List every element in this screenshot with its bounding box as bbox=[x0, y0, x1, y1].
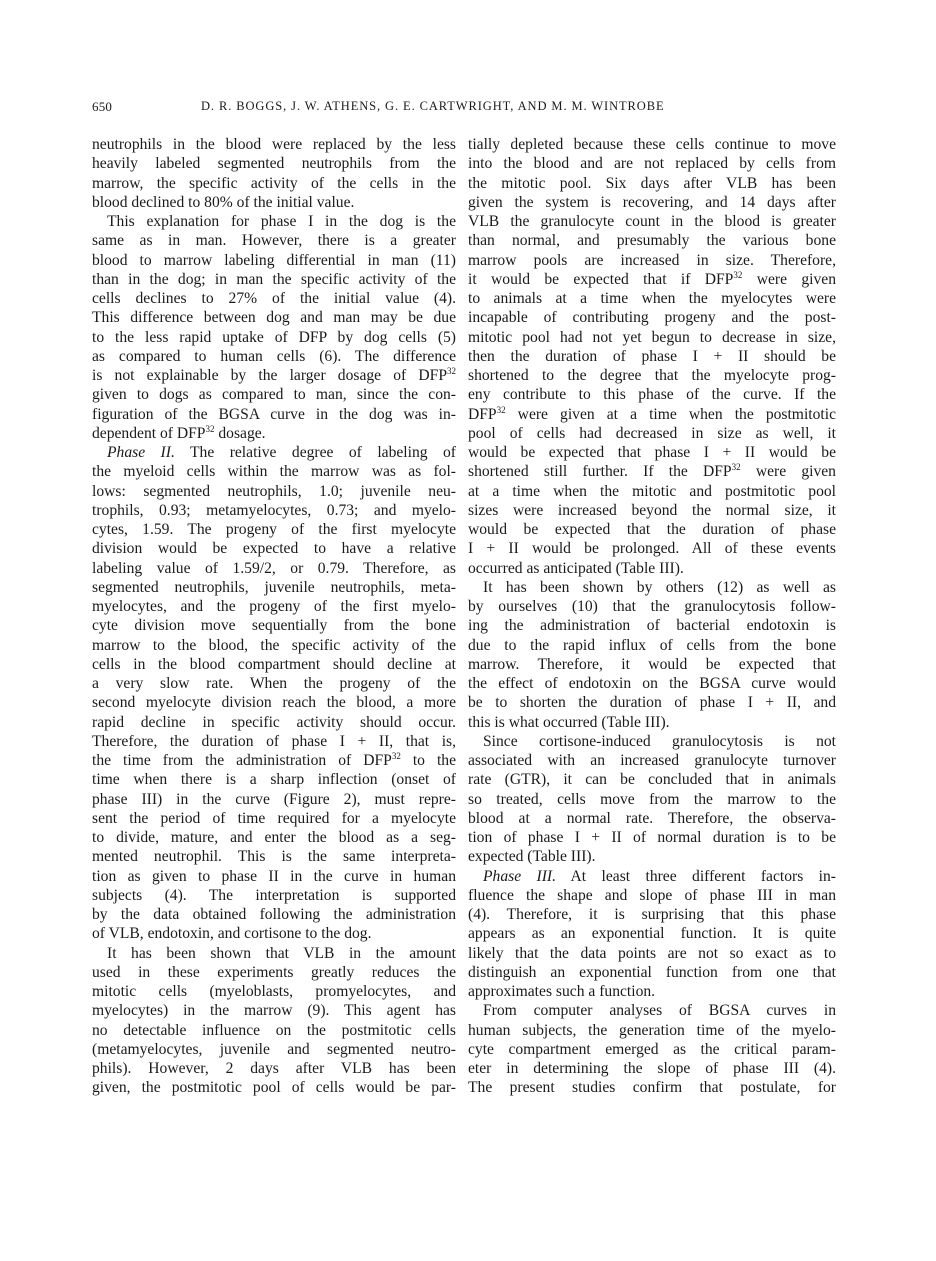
text-line bbox=[92, 424, 456, 443]
text-line bbox=[92, 482, 456, 501]
text-fragment: It has been shown that VLB in the amount bbox=[107, 944, 456, 962]
text-line bbox=[468, 751, 836, 770]
text-fragment: human subjects, the generation time of the myelo- bbox=[468, 1021, 836, 1039]
text-fragment: appears as an exponential function. It is quite bbox=[468, 925, 836, 943]
text-fragment: shortened still further. If the DFP bbox=[468, 463, 732, 481]
text-fragment: mitotic cells (myeloblasts, promyelocytes, and bbox=[92, 983, 456, 1000]
text-line bbox=[92, 770, 456, 789]
text-line bbox=[468, 366, 836, 385]
text-fragment: blood at a normal rate. Therefore, the observa- bbox=[468, 809, 836, 827]
text-fragment: cells declines to 27% of the initial value (4). bbox=[92, 290, 456, 307]
text-line bbox=[92, 1059, 456, 1078]
text-fragment: heavily labeled segmented neutrophils from the bbox=[92, 155, 456, 173]
text-line bbox=[92, 347, 456, 366]
text-line bbox=[92, 539, 456, 558]
text-line bbox=[92, 1001, 456, 1020]
text-fragment: would be expected that the duration of phase bbox=[468, 521, 836, 538]
text-fragment: would be expected that phase I + II would be bbox=[468, 444, 836, 461]
text-fragment: dependent of DFP bbox=[92, 424, 206, 442]
text-fragment: marrow pools are increased in size. Therefore, bbox=[468, 251, 836, 269]
left-column bbox=[92, 135, 456, 1098]
text-line bbox=[92, 1078, 456, 1097]
text-line bbox=[468, 732, 836, 751]
text-line bbox=[468, 1040, 836, 1059]
text-fragment: Therefore, the duration of phase I + II, that is, bbox=[92, 732, 456, 750]
text-fragment: time when there is a sharp inflection (onset of bbox=[92, 771, 456, 789]
text-line bbox=[92, 501, 456, 520]
text-fragment: blood declined to 80% of the initial value. bbox=[92, 193, 355, 211]
text-line bbox=[468, 539, 836, 558]
text-fragment: fluence the shape and slope of phase III in man bbox=[468, 886, 836, 904]
text-fragment: It has been shown by others (12) as well as bbox=[483, 578, 836, 596]
text-line bbox=[468, 462, 836, 481]
text-line bbox=[468, 674, 836, 693]
text-line bbox=[468, 270, 836, 289]
text-line bbox=[468, 501, 836, 520]
text-fragment: phase III) in the curve (Figure 2), must repre- bbox=[92, 790, 456, 808]
text-fragment: rapid decline in specific activity should occur. bbox=[92, 713, 456, 731]
text-line bbox=[92, 751, 456, 770]
text-fragment: tion of phase I + II of normal duration is to be bbox=[468, 829, 836, 846]
text-line bbox=[468, 963, 836, 982]
text-fragment: is not explainable by the larger dosage of DFP bbox=[92, 367, 447, 384]
text-line bbox=[92, 809, 456, 828]
text-line bbox=[468, 405, 836, 424]
text-fragment: DFP bbox=[468, 405, 497, 423]
text-fragment: lows: segmented neutrophils, 1.0; juvenile neu- bbox=[92, 482, 456, 500]
text-fragment: eny contribute to this phase of the curve. If the bbox=[468, 386, 836, 404]
text-line bbox=[468, 251, 836, 270]
text-line bbox=[92, 963, 456, 982]
text-fragment: dosage. bbox=[214, 424, 266, 442]
text-line bbox=[468, 135, 836, 154]
text-line bbox=[92, 366, 456, 385]
text-fragment: into the blood and are not replaced by cells from bbox=[468, 155, 836, 173]
text-line bbox=[468, 790, 836, 809]
text-fragment: then the duration of phase I + II should be bbox=[468, 347, 836, 365]
text-line bbox=[92, 270, 456, 289]
section-heading: Phase II. bbox=[107, 444, 175, 461]
text-line bbox=[468, 770, 836, 789]
text-fragment: incapable of contributing progeny and the post- bbox=[468, 309, 836, 327]
text-fragment: cells in the blood compartment should decline at bbox=[92, 655, 456, 673]
text-line bbox=[468, 847, 836, 866]
text-line bbox=[92, 982, 456, 1001]
text-line bbox=[92, 520, 456, 539]
text-line bbox=[92, 790, 456, 809]
text-fragment: so treated, cells move from the marrow to the bbox=[468, 790, 836, 808]
text-fragment: approximates such a function. bbox=[468, 983, 656, 1000]
text-fragment: trophils, 0.93; metamyelocytes, 0.73; and myelo- bbox=[92, 501, 456, 519]
text-fragment: neutrophils in the blood were replaced by the less bbox=[92, 136, 456, 153]
text-line bbox=[92, 616, 456, 635]
text-fragment: mitotic pool had not yet begun to decrease in size, bbox=[468, 328, 836, 346]
text-line bbox=[468, 616, 836, 635]
text-line bbox=[92, 174, 456, 193]
text-line bbox=[468, 289, 836, 308]
text-line bbox=[468, 597, 836, 616]
text-line bbox=[92, 231, 456, 250]
running-head bbox=[92, 99, 836, 119]
text-fragment: by the data obtained following the administration bbox=[92, 906, 456, 923]
text-line bbox=[468, 828, 836, 847]
text-fragment: mented neutrophil. This is the same interpreta- bbox=[92, 848, 456, 866]
text-line bbox=[92, 655, 456, 674]
text-line bbox=[92, 732, 456, 751]
text-line bbox=[468, 886, 836, 905]
text-line bbox=[92, 443, 456, 462]
text-line bbox=[468, 174, 836, 193]
text-line bbox=[92, 1040, 456, 1059]
text-line bbox=[92, 693, 456, 712]
text-line bbox=[468, 385, 836, 404]
text-line bbox=[92, 1021, 456, 1040]
superscript: 32 bbox=[731, 462, 741, 473]
text-fragment: This explanation for phase I in the dog is the bbox=[107, 213, 456, 230]
text-line bbox=[92, 559, 456, 578]
text-fragment: rate (GTR), it can be concluded that in animals bbox=[468, 771, 836, 789]
text-line bbox=[468, 1059, 836, 1078]
text-line bbox=[468, 655, 836, 674]
text-fragment: second myelocyte division reach the blood, a more bbox=[92, 694, 456, 712]
text-fragment: cytes, 1.59. The progeny of the first myelocyte bbox=[92, 521, 456, 538]
text-line bbox=[468, 905, 836, 924]
text-fragment: it would be expected that if DFP bbox=[468, 270, 734, 288]
text-fragment: than normal, and presumably the various bone bbox=[468, 232, 836, 250]
text-line bbox=[92, 308, 456, 327]
text-line bbox=[92, 597, 456, 616]
text-fragment: as compared to human cells (6). The difference bbox=[92, 347, 456, 365]
text-fragment: marrow. Therefore, it would be expected that bbox=[468, 655, 836, 673]
text-fragment: sizes were increased beyond the normal size, it bbox=[468, 501, 836, 519]
superscript: 32 bbox=[205, 423, 215, 434]
text-line bbox=[92, 924, 456, 943]
text-fragment: eter in determining the slope of phase III (4). bbox=[468, 1060, 836, 1077]
text-line bbox=[468, 1001, 836, 1020]
text-fragment: cyte compartment emerged as the critical param- bbox=[468, 1040, 836, 1058]
text-fragment: were given bbox=[740, 463, 836, 481]
superscript: 32 bbox=[733, 269, 743, 280]
text-fragment: to divide, mature, and enter the blood as a seg- bbox=[92, 829, 456, 846]
text-line bbox=[468, 193, 836, 212]
text-line bbox=[92, 135, 456, 154]
text-fragment: of VLB, endotoxin, and cortisone to the dog. bbox=[92, 925, 372, 943]
text-fragment: by ourselves (10) that the granulocytosis follow- bbox=[468, 598, 836, 615]
text-line bbox=[468, 1021, 836, 1040]
text-fragment: distinguish an exponential function from one that bbox=[468, 963, 836, 981]
superscript: 32 bbox=[447, 366, 456, 376]
text-line bbox=[468, 559, 836, 578]
text-line bbox=[468, 328, 836, 347]
text-fragment: were given at a time when the postmitotic bbox=[505, 405, 836, 423]
text-line bbox=[92, 578, 456, 597]
text-fragment: VLB the granulocyte count in the blood is greater bbox=[468, 213, 836, 230]
text-line bbox=[468, 1078, 836, 1097]
text-fragment: given to dogs as compared to man, since the con- bbox=[92, 386, 456, 404]
text-fragment: given, the postmitotic pool of cells would be par- bbox=[92, 1079, 456, 1097]
text-fragment: The relative degree of labeling of bbox=[174, 444, 456, 461]
text-line bbox=[92, 289, 456, 308]
text-fragment: marrow, the specific activity of the cells in the bbox=[92, 174, 456, 192]
text-fragment: no detectable influence on the postmitotic cells bbox=[92, 1021, 456, 1039]
text-line bbox=[468, 578, 836, 597]
text-line bbox=[468, 308, 836, 327]
text-line bbox=[92, 385, 456, 404]
text-line bbox=[468, 212, 836, 231]
text-line bbox=[468, 636, 836, 655]
text-fragment: (metamyelocytes, juvenile and segmented neutro- bbox=[92, 1040, 456, 1058]
text-fragment: phils). However, 2 days after VLB has been bbox=[92, 1060, 456, 1077]
text-fragment: subjects (4). The interpretation is supported bbox=[92, 886, 456, 904]
text-fragment: expected (Table III). bbox=[468, 848, 596, 866]
text-line bbox=[468, 867, 836, 886]
superscript: 32 bbox=[496, 404, 506, 415]
text-line bbox=[468, 809, 836, 828]
text-line bbox=[468, 443, 836, 462]
running-head-authors: D. R. BOGGS, J. W. ATHENS, G. E. CARTWRIGHT, AND M. M. WINTROBE bbox=[201, 99, 665, 113]
text-fragment: occurred as anticipated (Table III). bbox=[468, 559, 684, 577]
text-fragment: a very slow rate. When the progeny of the bbox=[92, 675, 456, 692]
text-line bbox=[468, 482, 836, 501]
text-fragment: myelocytes) in the marrow (9). This agent has bbox=[92, 1002, 456, 1020]
text-fragment: At least three different factors in- bbox=[555, 867, 836, 885]
text-fragment: labeling value of 1.59/2, or 0.79. Therefore, as bbox=[92, 559, 456, 577]
section-heading: Phase III. bbox=[483, 867, 556, 885]
text-fragment: From computer analyses of BGSA curves in bbox=[483, 1002, 836, 1020]
text-line bbox=[468, 347, 836, 366]
text-fragment: pool of cells had decreased in size as well, it bbox=[468, 424, 836, 442]
text-fragment: The present studies confirm that postulate, for bbox=[468, 1079, 836, 1097]
text-fragment: likely that the data points are not so exact as to bbox=[468, 944, 836, 962]
text-line bbox=[468, 693, 836, 712]
text-fragment: were given bbox=[742, 270, 836, 288]
right-column bbox=[468, 135, 836, 1098]
text-fragment: at a time when the mitotic and postmitotic pool bbox=[468, 482, 836, 500]
text-line bbox=[468, 154, 836, 173]
text-fragment: Since cortisone-induced granulocytosis is not bbox=[483, 732, 836, 750]
text-fragment: the mitotic pool. Six days after VLB has been bbox=[468, 174, 836, 192]
text-fragment: same as in man. However, there is a greater bbox=[92, 232, 456, 250]
text-fragment: division would be expected to have a relative bbox=[92, 540, 456, 558]
page-number: 650 bbox=[92, 99, 113, 114]
text-line bbox=[92, 674, 456, 693]
text-fragment: marrow to the blood, the specific activity of the bbox=[92, 636, 456, 654]
text-fragment: This difference between dog and man may be due bbox=[92, 309, 456, 327]
text-line bbox=[92, 905, 456, 924]
text-line bbox=[468, 520, 836, 539]
text-line bbox=[468, 982, 836, 1001]
text-line bbox=[468, 424, 836, 443]
text-fragment: the time from the administration of DFP bbox=[92, 752, 392, 769]
text-line bbox=[92, 154, 456, 173]
text-fragment: the effect of endotoxin on the BGSA curve would bbox=[468, 675, 836, 692]
text-line bbox=[468, 924, 836, 943]
text-fragment: (4). Therefore, it is surprising that this phase bbox=[468, 906, 836, 923]
text-line bbox=[92, 713, 456, 732]
text-line bbox=[92, 944, 456, 963]
text-fragment: due to the rapid influx of cells from the bone bbox=[468, 636, 836, 654]
text-line bbox=[468, 713, 836, 732]
text-fragment: this is what occurred (Table III). bbox=[468, 713, 670, 731]
text-fragment: used in these experiments greatly reduces the bbox=[92, 963, 456, 981]
text-fragment: ing the administration of bacterial endotoxin is bbox=[468, 617, 836, 635]
text-fragment: given the system is recovering, and 14 days after bbox=[468, 193, 836, 211]
text-line bbox=[92, 828, 456, 847]
text-fragment: tially depleted because these cells continue to move bbox=[468, 136, 836, 153]
text-fragment: segmented neutrophils, juvenile neutrophils, meta- bbox=[92, 578, 456, 596]
text-fragment: to the bbox=[400, 752, 456, 769]
text-fragment: myelocytes, and the progeny of the first myelo- bbox=[92, 598, 456, 615]
text-fragment: to animals at a time when the myelocytes were bbox=[468, 290, 836, 307]
text-fragment: figuration of the BGSA curve in the dog was in- bbox=[92, 405, 456, 423]
text-fragment: shortened to the degree that the myelocyte prog- bbox=[468, 367, 836, 384]
text-fragment: cyte division move sequentially from the bone bbox=[92, 617, 456, 635]
text-line bbox=[92, 193, 456, 212]
text-fragment: tion as given to phase II in the curve in human bbox=[92, 867, 456, 885]
text-line bbox=[92, 867, 456, 886]
superscript: 32 bbox=[391, 751, 401, 761]
text-fragment: be to shorten the duration of phase I + II, and bbox=[468, 694, 836, 712]
text-fragment: associated with an increased granulocyte turnover bbox=[468, 752, 836, 769]
text-fragment: to the less rapid uptake of DFP by dog cells (5) bbox=[92, 328, 456, 346]
text-fragment: I + II would be prolonged. All of these events bbox=[468, 540, 836, 558]
text-fragment: the myeloid cells within the marrow was as fol- bbox=[92, 463, 456, 481]
text-line bbox=[92, 328, 456, 347]
text-line bbox=[92, 636, 456, 655]
text-line bbox=[92, 886, 456, 905]
text-line bbox=[92, 847, 456, 866]
text-fragment: sent the period of time required for a myelocyte bbox=[92, 809, 456, 827]
text-line bbox=[92, 462, 456, 481]
text-line bbox=[92, 212, 456, 231]
text-line bbox=[468, 231, 836, 250]
text-line bbox=[468, 944, 836, 963]
text-fragment: than in the dog; in man the specific activity of the bbox=[92, 270, 456, 288]
text-fragment: blood to marrow labeling differential in man (11) bbox=[92, 251, 456, 269]
text-line bbox=[92, 405, 456, 424]
text-line bbox=[92, 251, 456, 270]
